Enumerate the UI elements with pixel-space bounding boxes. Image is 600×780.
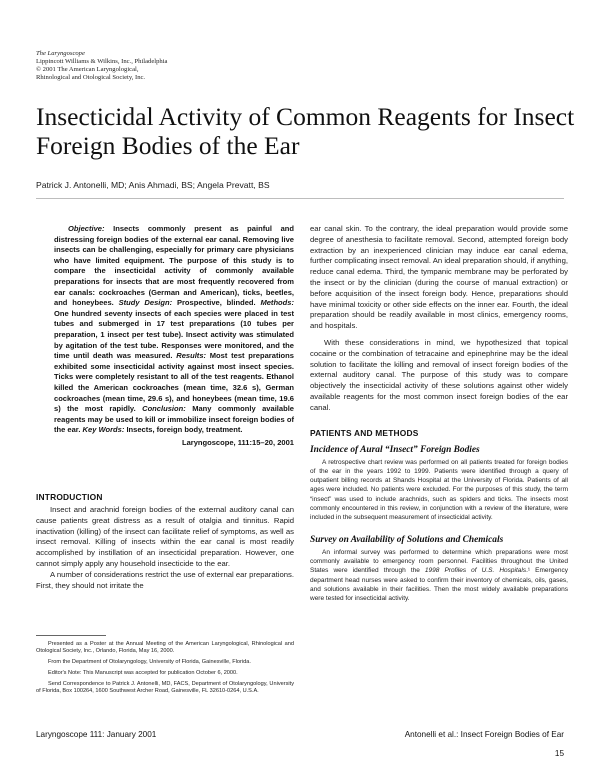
intro-paragraph-4: With these considerations in mind, we hypothesized that topical cocaine or the combination of tetracaine and epinephrine may be the ideal solution to facilitate the killing and removal of insect foreign bodies of the external auditory canal. The purpose of this study was to compare objectively the insecticidal activity of these solutions against other widely available reagents for the most common insect foreign bodies of the ear canal.	[310, 337, 568, 412]
methods-label: Methods:	[260, 298, 294, 308]
incidence-paragraph: A retrospective chart review was performed on all patients treated for foreign bodies of the ear in the years 1992 to 1999. Patients were identified through a query of outpatient billing records at Shands Hospital at the University of Florida. Patients of all ages were included. No patients were excluded. For the purposes of this study, the term “insect” was used to include arachnids, such as spiders and ticks. The insects most commonly encountered in this review, in conjunction with a review of the literature, were included in the subsequent measurement of insecticidal activity.	[310, 458, 568, 522]
abstract-citation	[54, 438, 294, 449]
header-divider	[36, 198, 564, 199]
survey-reference-title: 1998 Profiles of U.S. Hospitals	[424, 567, 527, 575]
publisher-line: Lippincott Williams & Wilkins, Inc., Philadelphia	[36, 57, 168, 65]
survey-text-a: An informal survey was performed to determine which preparations were most commonly available to emergency room personnel. Facilities throughout the United States were identified through the	[310, 548, 568, 575]
intro-paragraph-2: A number of considerations restrict the use of external ear preparations. First, they should not irritate the	[36, 569, 294, 590]
abstract-paragraph	[54, 224, 294, 436]
footnote-rule	[36, 635, 106, 636]
footnote-correspondence: Send Correspondence to Patrick J. Antonelli, MD, FACS, Department of Otolaryngology, University of Florida, Box 100264, 1600 Southwest Archer Road, Gainesville, FL 32610-0264, U.S.A.	[36, 681, 294, 695]
design-label: Study Design:	[118, 298, 173, 308]
masthead	[36, 50, 336, 82]
footnote-affiliation: From the Department of Otolaryngology, University of Florida, Gainesville, Florida.	[48, 659, 251, 666]
survey-paragraph	[310, 548, 568, 604]
abstract	[54, 224, 294, 448]
footer-running-title: Antonelli et al.: Insect Foreign Bodies of Ear	[404, 730, 564, 739]
design-text: Prospective, blinded.	[176, 298, 256, 308]
left-column	[36, 492, 294, 591]
incidence-subheading: Incidence of Aural “Insect” Foreign Bodies	[310, 444, 480, 455]
page-number: 15	[554, 749, 564, 758]
society-line: Rhinological and Otological Society, Inc.	[36, 73, 146, 81]
citation-journal: Laryngoscope,	[181, 437, 236, 447]
keywords-text: Insects, foreign body, treatment.	[126, 425, 243, 435]
methods-text: One hundred seventy insects of each species were placed in test tubes and submerged in 17 test preparations (10 tubes per preparation, 1 insect per test tube). Insect activity was stimulated by agitation of the test tube. Responses were monitored, and the time until death was measured.	[54, 308, 294, 361]
footnote-editor: Editor's Note: This Manuscript was accepted for publication October 6, 2000.	[48, 670, 238, 677]
objective-label: Objective:	[68, 224, 105, 233]
intro-paragraph-3: ear canal skin. To the contrary, the ideal preparation would provide some degree of anesthesia to facilitate removal. Second, attempted foreign body extraction by an inexperienced clinician may induce ear canal edema, further complicating insect removal. An ideal preparation should, if anything, reduce canal edema. Third, the tympanic membrane may be perforated by the insect or by the clinician (during the course of manual extraction) or before acquisition of the insect foreign body. Hence, preparations should have minimal toxicity or other side effects on the inner ear. Fourth, the ideal preparation should be readily available in most clinics, emergency rooms, and hospitals.	[310, 224, 568, 331]
footer-journal-issue: Laryngoscope 111: January 2001	[36, 730, 157, 739]
results-text: Most test preparations exhibited some insecticidal activity against most insect species. Ticks were completely resistant to all of the test reagents. Ethanol killed the American cockroaches (mean time, 32.6 s), German cockroaches (mean time, 29.6 s), and honeybees (mean time, 19.6 s) the most rapidly.	[54, 351, 294, 414]
footnotes	[36, 635, 294, 700]
survey-subheading: Survey on Availability of Solutions and Chemicals	[310, 534, 504, 545]
methods-heading: PATIENTS AND METHODS	[310, 427, 419, 438]
citation-ref: 111:15–20, 2001	[237, 437, 294, 447]
article-title: Insecticidal Activity of Common Reagents for Insect Foreign Bodies of the Ear	[36, 102, 575, 160]
right-column	[310, 224, 568, 603]
journal-name: The Laryngoscope	[36, 50, 85, 57]
survey-text-b: .¹ Emergency department head nurses were asked to confirm their inventory of chemicals, oils, gases, and solutions available in their facilities. Then the most widely available preparations were tested for insecticidal activity.	[310, 567, 568, 603]
introduction-heading: INTRODUCTION	[36, 492, 103, 502]
intro-paragraph-1: Insect and arachnid foreign bodies of the external auditory canal can cause patients great distress as a result of otalgia and tinnitus. Rapid inactivation (killing) of the insect can facilitate relief of symptoms, as well as insect removal. Killing of insects within the ear canal is most readily accomplished by instillation of an insecticidal preparation. However, one cannot simply apply any household insecticide to the ear.	[36, 505, 294, 568]
objective-text: Insects commonly present as painful and distressing foreign bodies of the external ear canal. Removing live insects can be challenging, especially for primary care physicians who have limited equipment. The purpose of this study is to compare the insecticidal activity of commonly available preparations for insects that are most frequently recovered from ear canals: cockroaches (German and American), ticks, beetles, and honeybees.	[54, 224, 294, 308]
conclusion-text: Many commonly available reagents may be used to kill or immobilize insect foreign bodies of the ear.	[54, 404, 294, 435]
keywords-label: Key Words:	[82, 425, 125, 435]
results-label: Results:	[176, 351, 207, 361]
conclusion-label: Conclusion:	[142, 404, 186, 414]
author-list: Patrick J. Antonelli, MD; Anis Ahmadi, BS; Angela Prevatt, BS	[36, 180, 270, 190]
copyright-line: © 2001 The American Laryngological,	[36, 65, 139, 73]
footnote-presented: Presented as a Poster at the Annual Meeting of the American Laryngological, Rhinological and Otological Society, Inc., Orlando, Florida, May 16, 2000.	[36, 641, 294, 655]
